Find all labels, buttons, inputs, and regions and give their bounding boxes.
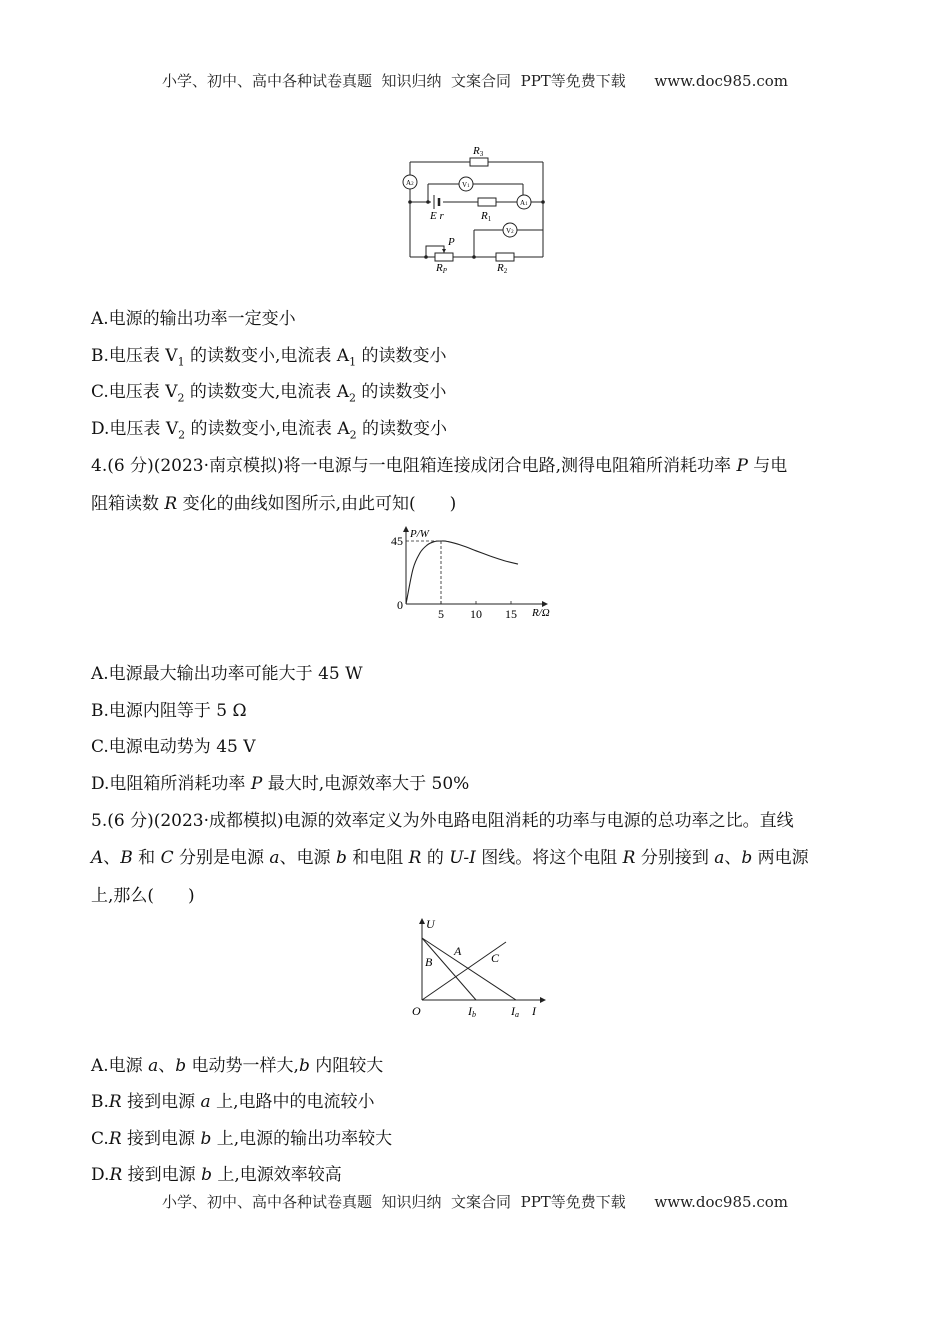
q5-stem-line3: 上,那么( )	[91, 886, 195, 906]
q4-stem-line1: 4.(6 分)(2023·南京模拟)将一电源与一电阻箱连接成闭合电路,测得电阻箱所消耗功率 P 与电	[91, 456, 788, 476]
ammeter-a2-label: A2	[406, 179, 414, 187]
q3-option-b: B.电压表 $V_1$ 的读数变小,电流表 $A_1$ 的读数变小	[91, 346, 447, 369]
q5-stem-line2: A、B 和 C 分别是电源 a、电源 b 和电阻 R 的 U-I 图线。将这个电阻 R 分别接到 a、b 两电源	[91, 848, 809, 868]
voltmeter-v1-label: V1	[462, 181, 470, 189]
ammeter-a1-label: A1	[520, 199, 528, 207]
chart-origin-label: 0	[397, 598, 403, 612]
x-tick-label: 5	[438, 607, 444, 621]
q5-option-d: D.R 接到电源 b 上,电源效率较高	[91, 1165, 342, 1185]
line-b	[422, 938, 476, 1000]
slider-p-label: P	[448, 236, 455, 248]
ia-label: Ia	[511, 1004, 519, 1019]
chart-x-label: R/Ω	[532, 607, 550, 619]
circuit-diagram	[398, 142, 558, 277]
q5-option-b: B.R 接到电源 a 上,电路中的电流较小	[91, 1092, 375, 1112]
q5-option-a: A.电源 a、b 电动势一样大,b 内阻较大	[91, 1056, 384, 1076]
chart-y-label: P/W	[410, 528, 429, 540]
q4-stem-line2: 阻箱读数 R 变化的曲线如图所示,由此可知( )	[91, 494, 457, 514]
x-tick-label: 15	[505, 607, 517, 621]
voltmeter-v2-label: V2	[506, 227, 514, 235]
ib-label: Ib	[468, 1004, 476, 1019]
q5-stem-line1: 5.(6 分)(2023·成都模拟)电源的效率定义为外电路电阻消耗的功率与电源的总功率之比。直线	[91, 811, 794, 831]
power-curve-series	[406, 541, 518, 604]
ui-graph	[404, 912, 554, 1022]
y-axis-arrow	[403, 526, 409, 532]
q5-option-c: C.R 接到电源 b 上,电源的输出功率较大	[91, 1129, 393, 1149]
r1-label: R1	[481, 210, 492, 223]
rp-label: RP	[436, 262, 448, 275]
q4-option-b: B.电源内阻等于 5 Ω	[91, 701, 247, 721]
q4-option-c: C.电源电动势为 45 V	[91, 737, 256, 757]
y-tick-label: 45	[391, 534, 403, 548]
emf-label: E r	[430, 210, 444, 222]
line-b-label: B	[425, 955, 433, 969]
page-header: 小学、初中、高中各种试卷真题 知识归纳 文案合同 PPT等免费下载 www.doc985.com	[161, 72, 788, 90]
power-resistance-chart	[382, 522, 562, 622]
q4-option-a: A.电源最大输出功率可能大于 45 W	[91, 664, 363, 684]
ui-x-axis-arrow	[540, 997, 546, 1003]
origin-o-label: O	[412, 1004, 421, 1018]
i-axis-label: I	[532, 1004, 536, 1018]
line-c-label: C	[491, 951, 500, 965]
q4-option-d: D.电阻箱所消耗功率 P 最大时,电源效率大于 50%	[91, 774, 470, 794]
q3-option-d: D.电压表 $V_2$ 的读数变小,电流表 $A_2$ 的读数变小	[91, 419, 448, 442]
x-tick-label: 10	[470, 607, 482, 621]
page-footer: 小学、初中、高中各种试卷真题 知识归纳 文案合同 PPT等免费下载 www.doc985.com	[161, 1193, 788, 1211]
y-tick-group	[391, 534, 403, 548]
q3-option-a: A.电源的输出功率一定变小	[91, 309, 296, 329]
r3-label: R3	[473, 145, 484, 158]
line-a-label: A	[454, 944, 462, 958]
ui-y-axis-arrow	[419, 918, 425, 924]
q3-option-c: C.电压表 $V_2$ 的读数变大,电流表 $A_2$ 的读数变小	[91, 382, 447, 405]
r2-label: R2	[497, 262, 508, 275]
u-axis-label: U	[426, 917, 435, 931]
